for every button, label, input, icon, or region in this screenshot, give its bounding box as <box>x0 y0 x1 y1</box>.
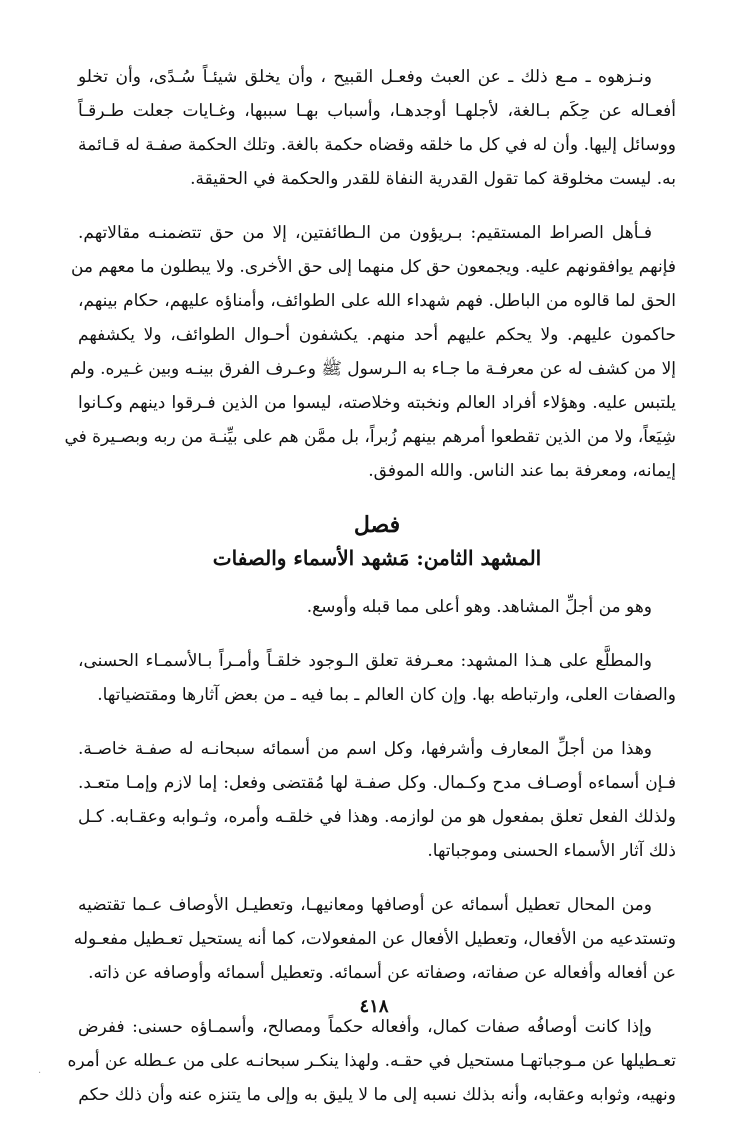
text-line: وهذا من أجلِّ المعارف وأشرفها، وكل اسم من أسمائه سبحانـه له صفـة خاصـة. <box>78 739 652 759</box>
paragraph <box>78 644 676 712</box>
text-line: به. ليست مخلوقة كما تقول القدرية النفاة للقدر والحكمة في الحقيقة. <box>190 169 676 189</box>
text-line: فـأهل الصراط المستقيم: بـريؤون من الـطائفتين، إلا من حق تتضمنـه مقالاتهم. <box>78 223 652 243</box>
paragraph <box>67 1010 676 1112</box>
text-line: الحق لما قالوه من الباطل. فهم شهداء الله على الطوائف، وأمناؤه عليهم، حكام بينهم، <box>78 291 676 311</box>
text-line: فـإن أسماءه أوصـاف مدح وكـمال. وكل صفـة لها مُقتضى وفعل: إما لازم وإمـا متعـد. <box>78 773 676 793</box>
text-line: تعـطيلها عن مـوجباتهـا مستحيل في حقـه. ولهذا ينكـر سبحانـه على من عـطله عن أمره <box>67 1051 676 1071</box>
paragraph <box>78 590 676 624</box>
text-line: ولذلك الفعل تعلق بمفعول هو من لوازمه. وهذا في خلقـه وأمره، وثـوابه وعقـابه. كـل <box>78 807 676 827</box>
text-line: وتستدعيه من الأفعال، وتعطيل الأفعال عن المفعولات، كما أنه يستحيل تعـطيل مفعـوله <box>73 929 676 949</box>
text-line: ذلك آثار الأسماء الحسنى وموجباتها. <box>427 841 676 861</box>
text-line: ومن المحال تعطيل أسمائه عن أوصافها ومعانيهـا، وتعطيـل الأوصاف عـما تقتضيه <box>78 895 652 915</box>
text-line: عن أفعاله وأفعاله عن صفاته، وصفاته عن أسمائه. وتعطيل أسمائه وأوصافه عن ذاته. <box>88 963 676 983</box>
document-page <box>64 60 676 1132</box>
text-line: حاكمون عليهم. ولا يحكم عليهم أحد منهم. يكشفون أحـوال الطوائف، ولا يكشفهم <box>78 325 676 345</box>
text-line: ووسائل إليها. وأن له في كل ما خلقه وقضاه حكمة بالغة. وتلك الحكمة صفـة له قـائمة <box>78 135 676 155</box>
text-line: إيمانه، ومعرفة بما عند الناس. والله الموفق. <box>368 461 676 481</box>
body-text-top <box>64 60 676 488</box>
paragraph <box>73 888 676 990</box>
section-word: فصل <box>353 512 401 538</box>
text-line: إلا من كشف له عن معرفـة ما جـاء به الـرسول ﷺ وعـرف الفرق بينـه وبين غـيره. ولم <box>70 359 676 379</box>
text-line: وهو من أجلِّ المشاهد. وهو أعلى مما قبله وأوسع. <box>306 597 652 617</box>
paragraph <box>78 60 676 196</box>
text-line: والمطلَّع على هـذا المشهد: معـرفة تعلق الـوجود خلقـاً وأمـراً بـالأسمـاء الحسنى، <box>78 651 652 671</box>
paragraph <box>64 216 676 488</box>
text-line: والصفات العلى، وارتباطه بها. وإن كان العالم ـ بما فيه ـ من بعض آثارها ومقتضياتها. <box>97 685 676 705</box>
text-line: فإنهم يوافقونهم عليه. ويجمعون حق كل منهما إلى حق الأخرى. ولا يبطلون ما معهم من <box>70 257 676 277</box>
body-text-bottom <box>67 590 676 1112</box>
section-title: المشهد الثامن: مَشهد الأسماء والصفات <box>212 546 542 570</box>
text-line: ونـزهوه ـ مـع ذلك ـ عن العبث وفعـل القبيح ، وأن يخلق شيئـاً سُـدًى، وأن تخلو <box>78 67 652 87</box>
section-heading <box>78 508 676 574</box>
text-line: يلتبس عليه. وهؤلاء أفراد العالم ونخبته وخلاصته، ليسوا من الذين فـرقوا دينهم وكـانوا <box>78 393 676 413</box>
paragraph <box>78 732 676 868</box>
stray-mark: · <box>38 1068 42 1079</box>
text-line: ونهيه، وثوابه وعقابه، وأنه بذلك نسبه إلى ما لا يليق به وإلى ما يتنزه عنه وأن ذلك حكم <box>78 1085 676 1105</box>
text-line: وإذا كانت أوصافُه صفات كمال، وأفعاله حكماً ومصالح، وأسمـاؤه حسنى: ففرض <box>78 1017 652 1037</box>
text-line: شِيَعاً، ولا من الذين تقطعوا أمرهم بينهم زُبراً، بل ممَّن هم على بيِّنـة من ربه وبصـيرة في <box>64 427 676 447</box>
page-number: ٤١٨ <box>359 996 389 1017</box>
text-line: أفعـاله عن حِكَم بـالغة، لأجلهـا أوجدهـا، وأسباب بهـا سببها، وغـايات جعلت طـرقـاً <box>78 101 676 121</box>
